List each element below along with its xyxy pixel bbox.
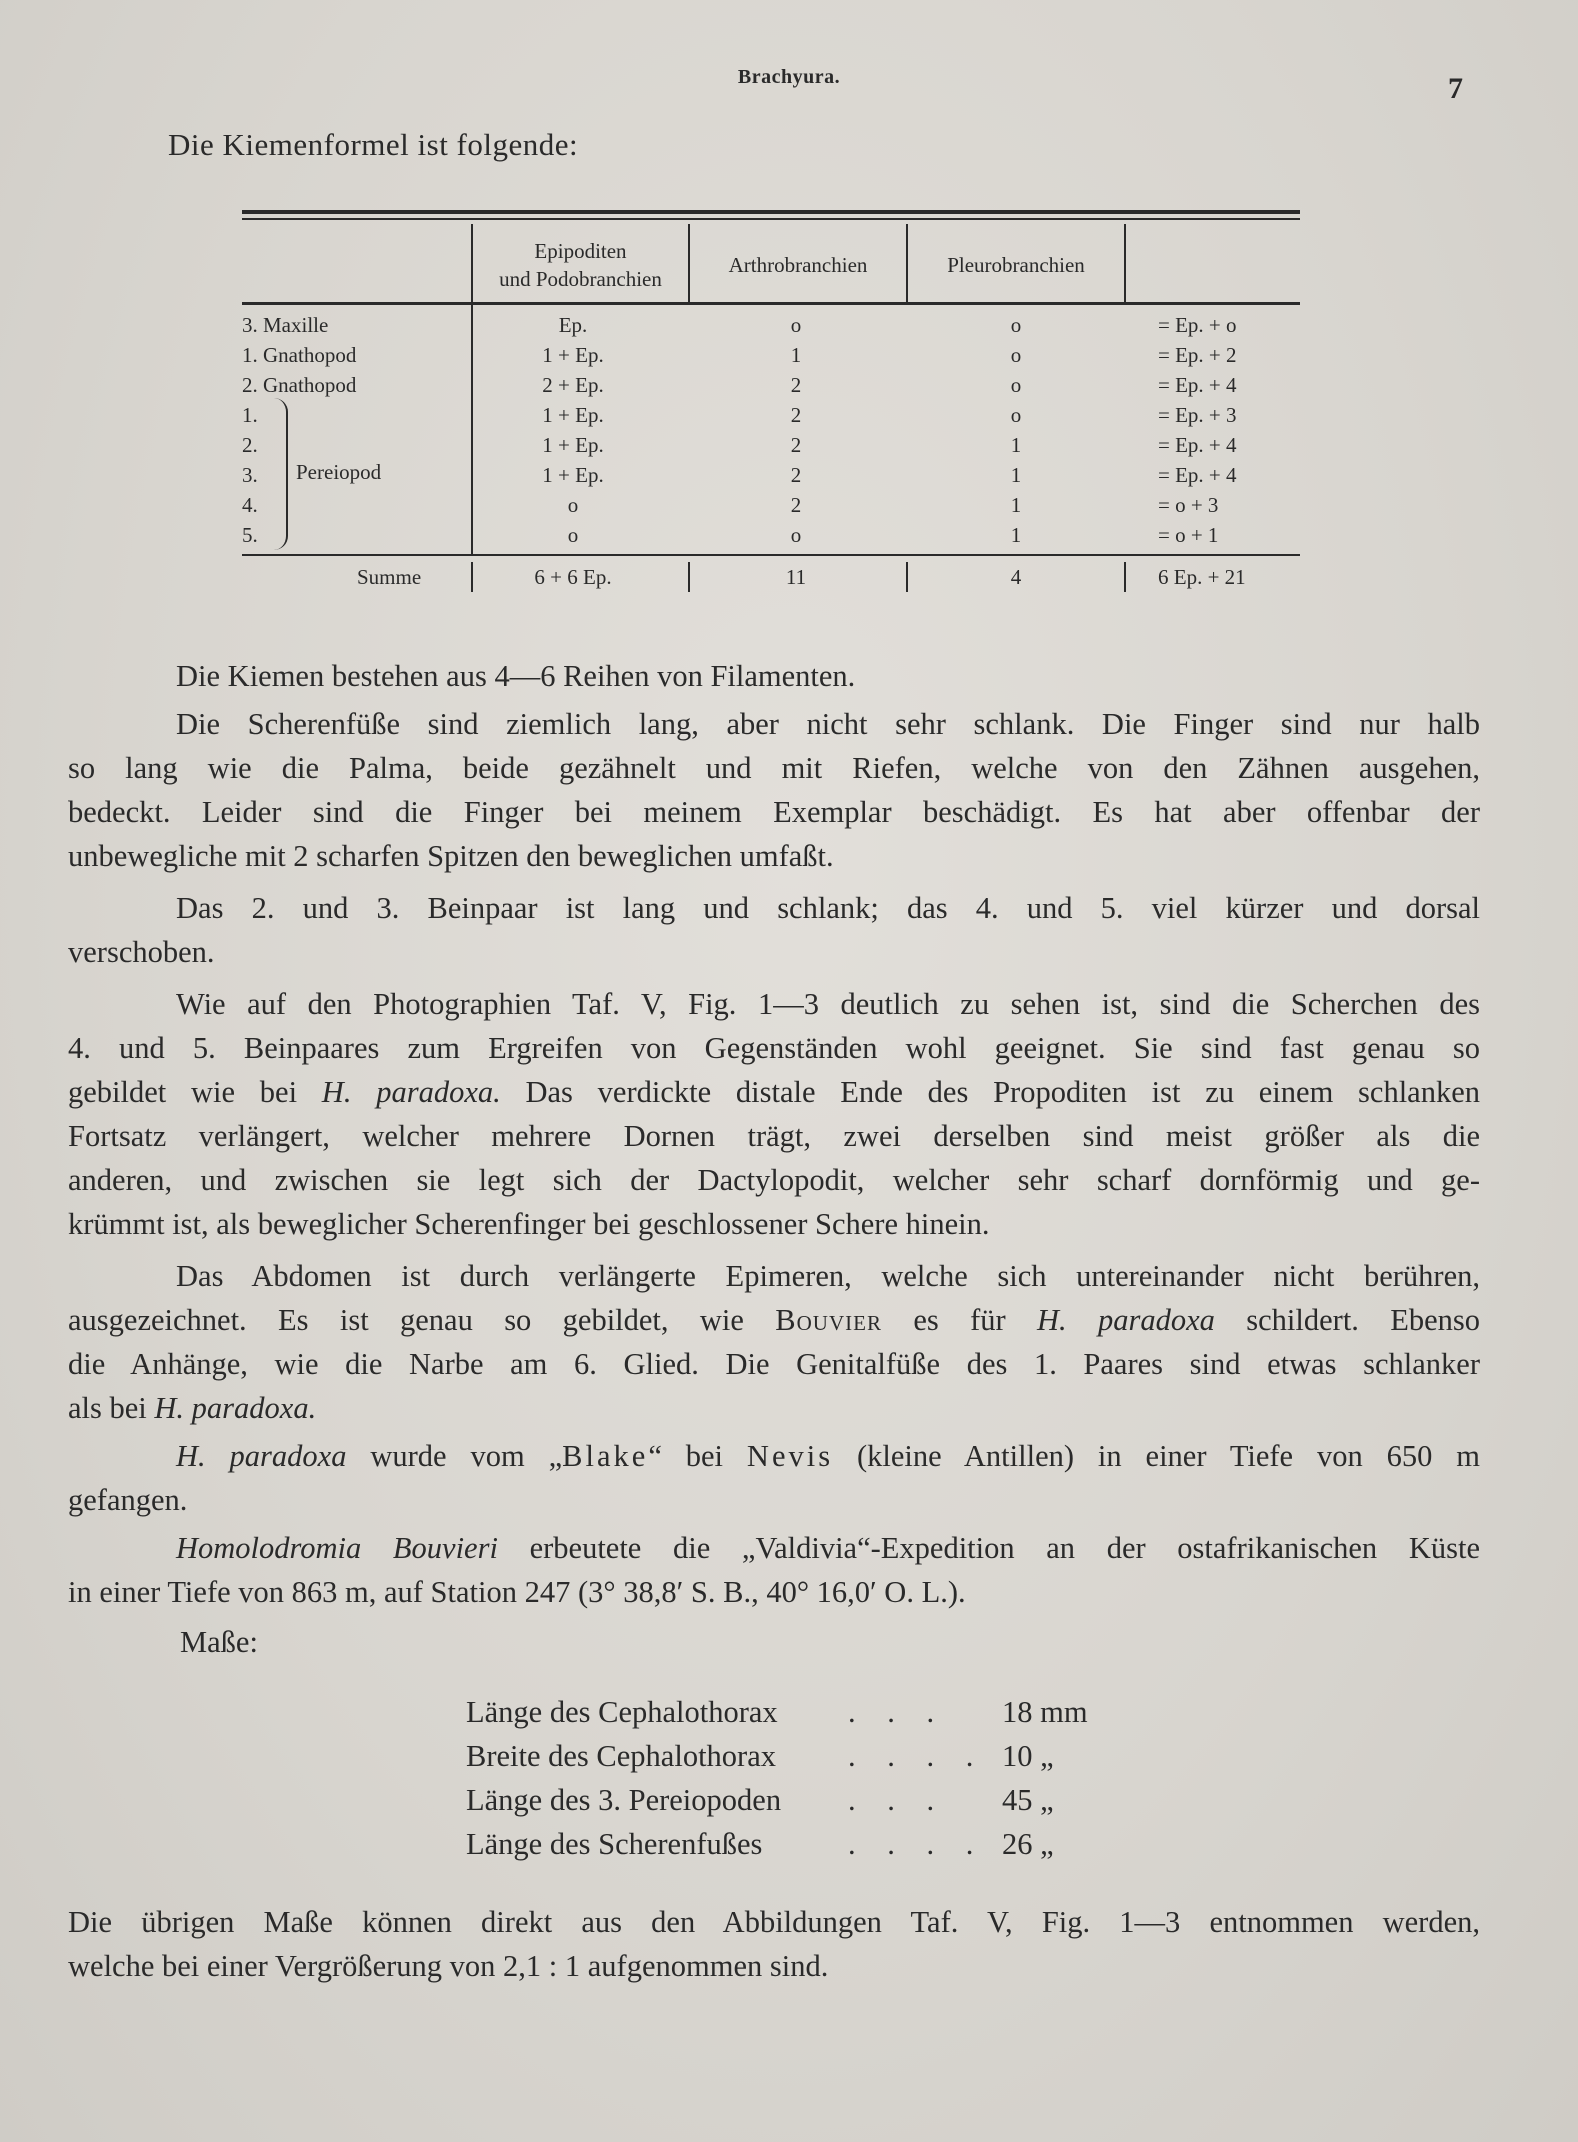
table-row (242, 370, 1300, 400)
paragraph-line: gefangen. (68, 1483, 188, 1517)
cell-epi: 1 + Ep. (542, 433, 604, 457)
table-rule (242, 218, 1300, 220)
row-label: 1. (242, 403, 258, 427)
measurement-row (466, 1690, 1106, 1734)
cell-total: = Ep. + 3 (1158, 403, 1237, 427)
table-row (242, 520, 1300, 550)
paragraph-line: unbewegliche mit 2 scharfen Spitzen den beweglichen umfaßt. (68, 839, 834, 873)
measurement-value: 18 mm (1002, 1695, 1088, 1729)
measurement-label: Breite des Cephalothorax (466, 1739, 776, 1773)
measurement-value: 10 „ (1002, 1739, 1054, 1773)
cell-epi: 1 + Ep. (542, 403, 604, 427)
header-epipoditen (473, 232, 688, 298)
paragraph-line (68, 1434, 1480, 1478)
paragraph-line: Wie auf den Photographien Taf. V, Fig. 1—3 deutlich zu sehen ist, sind die Scherchen des (176, 987, 1480, 1021)
cell-total: = Ep. + 4 (1158, 373, 1237, 397)
sum-total: 6 Ep. + 21 (1158, 565, 1246, 589)
header-epi-line2: und Podobranchien (499, 267, 662, 291)
paragraph-line: bedeckt. Leider sind die Finger bei meinem Exemplar beschädigt. Es hat aber offenbar der (68, 795, 1480, 829)
table-row (242, 400, 1300, 430)
measurement-label: Länge des Scherenfußes (466, 1827, 763, 1861)
cell-arthro: 2 (790, 463, 802, 487)
ship-name: Blake (562, 1439, 649, 1473)
cell-arthro: 2 (790, 433, 802, 457)
paragraph-line: 4. und 5. Beinpaares zum Ergreifen von Gegenständen wohl geeignet. Sie sind fast genau so (68, 1031, 1480, 1065)
paragraph-line: die Anhänge, wie die Narbe am 6. Glied. Die Genitalfüße des 1. Paares sind etwas schlanker (68, 1347, 1480, 1381)
paragraph-line: krümmt ist, als beweglicher Scherenfinger bei geschlossener Schere hinein. (68, 1207, 990, 1241)
table-rule (242, 302, 1300, 305)
header-pleurobranchien: Pleurobranchien (947, 253, 1085, 277)
cell-total: = o + 1 (1158, 523, 1219, 547)
table-row (242, 340, 1300, 370)
text-run: (kleine Antillen) in einer Tiefe von 650 m (857, 1439, 1481, 1473)
paragraph-line: Das 2. und 3. Beinpaar ist lang und schlank; das 4. und 5. viel kürzer und dorsal (176, 891, 1480, 925)
cell-total: = Ep. + 4 (1158, 433, 1237, 457)
table-rule (242, 554, 1300, 556)
cell-arthro: 2 (790, 373, 802, 397)
cell-pleuro: o (1010, 373, 1022, 397)
cell-total: = o + 3 (1158, 493, 1219, 517)
table-row (242, 430, 1300, 460)
cell-arthro: o (790, 313, 802, 337)
page-number: 7 (1448, 72, 1463, 105)
running-header: Brachyura. (737, 66, 841, 88)
text-run: erbeutete die „Valdivia“-Expedition an der ostafrikanischen Küste (529, 1531, 1480, 1565)
cell-total: = Ep. + 2 (1158, 343, 1237, 367)
cell-epi: 1 + Ep. (542, 343, 604, 367)
measurement-row (466, 1734, 1106, 1778)
cell-epi: Ep. (558, 313, 588, 337)
cell-pleuro: o (1010, 343, 1022, 367)
text-run: es für (913, 1303, 1006, 1337)
paragraph-line (68, 1298, 1480, 1342)
row-label: 2. (242, 433, 258, 457)
sum-pleuro: 4 (1010, 565, 1022, 589)
table-row (242, 460, 1300, 490)
table-row (242, 310, 1300, 340)
measurement-row (466, 1778, 1106, 1822)
pereiopod-group-label: Pereiopod (296, 460, 382, 484)
cell-arthro: 2 (790, 493, 802, 517)
paragraph-line: verschoben. (68, 935, 215, 969)
cell-total: = Ep. + 4 (1158, 463, 1237, 487)
cell-arthro: 1 (790, 343, 802, 367)
cell-pleuro: 1 (1010, 463, 1022, 487)
measurement-dots: . . . . (848, 1827, 986, 1861)
text-run: schildert. Ebenso (1246, 1303, 1481, 1337)
paragraph-line: in einer Tiefe von 863 m, auf Station 247 (3° 38,8′ S. B., 40° 16,0′ O. L.). (68, 1575, 966, 1609)
row-label: 1. Gnathopod (242, 343, 357, 367)
author-name: Bouvier (775, 1303, 882, 1337)
paragraph-line: Die übrigen Maße können direkt aus den Abbildungen Taf. V, Fig. 1—3 entnommen werden, (68, 1905, 1480, 1939)
row-label: 2. Gnathopod (242, 373, 357, 397)
row-label: 3. (242, 463, 258, 487)
taxon-name: H. paradoxa (1037, 1303, 1215, 1337)
paragraph-line: Das Abdomen ist durch verlängerte Epimeren, welche sich untereinander nicht berühren, (176, 1259, 1480, 1293)
paragraph-line (68, 1386, 1480, 1430)
paragraph-line: anderen, und zwischen sie legt sich der Dactylopodit, welcher sehr scharf dornförmig und ge- (68, 1163, 1480, 1197)
row-label: 4. (242, 493, 258, 517)
column-divider (1124, 224, 1126, 302)
cell-arthro: 2 (790, 403, 802, 427)
place-name: Nevis (746, 1439, 834, 1473)
text-run: “ bei (648, 1439, 724, 1473)
cell-pleuro: 1 (1010, 523, 1022, 547)
text-run: Das verdickte distale Ende des Propoditen ist zu einem schlanken (525, 1075, 1481, 1109)
paragraph-line: welche bei einer Vergrößerung von 2,1 : 1 aufgenommen sind. (68, 1949, 829, 1983)
table-rule (242, 210, 1300, 214)
taxon-name: Homolodromia Bouvieri (176, 1531, 498, 1565)
measurements-list (466, 1690, 1106, 1866)
text-run: als bei (68, 1391, 147, 1425)
text-run: wurde vom „ (370, 1439, 563, 1473)
sum-label: Summe (357, 565, 422, 589)
cell-pleuro: o (1010, 313, 1022, 337)
taxon-name: H. paradoxa. (321, 1075, 501, 1109)
measurement-row (466, 1822, 1106, 1866)
cell-epi: o (567, 493, 579, 517)
measurement-value: 26 „ (1002, 1827, 1054, 1861)
measurement-dots: . . . . (848, 1739, 986, 1773)
cell-total: = Ep. + o (1158, 313, 1237, 337)
cell-pleuro: 1 (1010, 493, 1022, 517)
paragraph-line (68, 1526, 1480, 1570)
cell-pleuro: o (1010, 403, 1022, 427)
measurement-value: 45 „ (1002, 1783, 1054, 1817)
taxon-name: H. paradoxa. (154, 1391, 317, 1425)
closing-paragraph (68, 1900, 1480, 1988)
pereiopod-brace (272, 398, 288, 550)
header-epi-line1: Epipoditen (534, 239, 627, 263)
table-row (242, 490, 1300, 520)
taxon-name: H. paradoxa (176, 1439, 347, 1473)
cell-epi: 1 + Ep. (542, 463, 604, 487)
measurement-dots: . . . (848, 1783, 947, 1817)
table-body (242, 310, 1300, 550)
cell-arthro: o (790, 523, 802, 547)
measurement-dots: . . . (848, 1695, 947, 1729)
gill-formula-table (242, 210, 1300, 589)
cell-epi: 2 + Ep. (542, 373, 604, 397)
measurement-label: Länge des 3. Pereiopoden (466, 1783, 782, 1817)
measurements-heading: Maße: (180, 1625, 258, 1659)
paragraph-line (68, 1070, 1480, 1114)
sum-epi: 6 + 6 Ep. (534, 565, 612, 589)
table-sum-row (242, 562, 1300, 592)
row-label: 5. (242, 523, 258, 547)
paragraph-line: Die Scherenfüße sind ziemlich lang, aber nicht sehr schlank. Die Finger sind nur halb (176, 707, 1480, 741)
body-text (68, 654, 1480, 1664)
text-run: gebildet wie bei (68, 1075, 298, 1109)
header-arthrobranchien: Arthrobranchien (728, 253, 868, 277)
table-intro: Die Kiemenformel ist folgende: (168, 127, 579, 162)
sum-arthro: 11 (785, 565, 807, 589)
row-label: 3. Maxille (242, 313, 329, 337)
text-run: ausgezeichnet. Es ist genau so gebildet, wie (68, 1303, 744, 1337)
paragraph-line: Fortsatz verlängert, welcher mehrere Dornen trägt, zwei derselben sind meist größer als die (68, 1119, 1480, 1153)
cell-pleuro: 1 (1010, 433, 1022, 457)
paragraph: Die Kiemen bestehen aus 4—6 Reihen von Filamenten. (176, 659, 856, 693)
measurement-label: Länge des Cephalothorax (466, 1695, 778, 1729)
paragraph-line: so lang wie die Palma, beide gezähnelt und mit Riefen, welche von den Zähnen ausgehen, (68, 751, 1480, 785)
cell-epi: o (567, 523, 579, 547)
